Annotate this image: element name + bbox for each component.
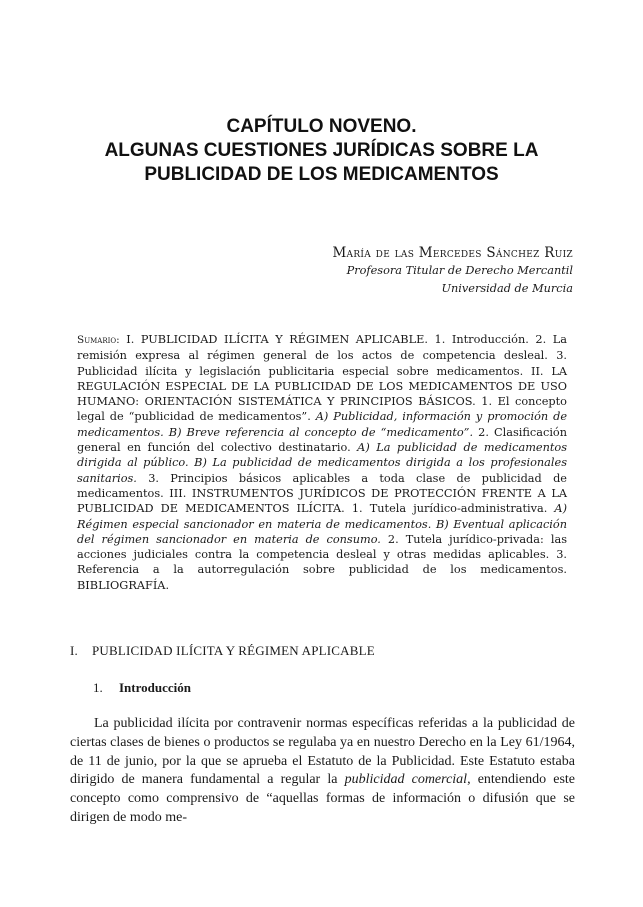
chapter-title (60, 115, 583, 187)
section-number: I. (70, 643, 78, 658)
body-text-italic: publicidad comercial (344, 772, 468, 788)
subsection-heading (93, 679, 191, 697)
chapter-title-line-3: PUBLICIDAD DE LOS MEDICAMENTOS (144, 164, 499, 185)
section-title: PUBLICIDAD ILÍCITA Y RÉGIMEN APLICABLE (92, 643, 375, 658)
body-text: La publicidad ilícita por contravenir normas específicas referidas a la publicidad de ciertas clases de bienes o productos se regulaba ya en nuestro Derecho en la Ley 61/1964, de 11 de junio, por la que se aprueba el Estatuto de la Publicidad. Este Estatuto estaba dirigido de manera fundamental a regular la (70, 716, 575, 788)
body-text: , entendiendo este concepto como comprensivo de “aquellas formas de información o difusión que se dirigen de modo me- (70, 772, 576, 825)
author-block (332, 244, 573, 298)
summary-text: I. PUBLICIDAD ILÍCITA Y RÉGIMEN APLICABLE. 1. Introducción. 2. La remisión expresa al régimen general de los actos de competencia desleal. 3. Publicidad ilícita y legislación publicitaria especial sobre medicamentos. II. LA REGULACIÓN ESPECIAL DE LA PUBLICIDAD DE LOS MEDICAMENTOS DE USO HUMANO: ORIENTACIÓN SISTEMÁTICA Y PRINCIPIOS BÁSICOS. 1. El concepto legal de “publicidad de medicamentos”. (77, 333, 568, 424)
summary-text: 2. Clasificación general en función del colectivo destinatario. (77, 425, 568, 455)
summary-text: 2. Tutela jurídico-privada: las acciones judiciales contra la competencia desleal y otras medidas aplicables. 3. Referencia a la autorregulación sobre publicidad de los medicamentos. BIBLIOGRAFÍA. (77, 532, 567, 592)
author-position: Profesora Titular de Derecho Mercantil (346, 264, 573, 277)
chapter-title-line-1: CAPÍTULO NOVENO. (226, 116, 417, 137)
subsection-number: 1. (93, 680, 103, 695)
body-paragraph (70, 715, 575, 828)
author-institution: Universidad de Murcia (441, 282, 573, 295)
summary-text-italic: A) La publicidad de medicamentos dirigida al público. B) La publicidad de medicamentos dirigida a los profesionales sanitarios. (77, 441, 567, 485)
summary-text-italic: A) Publicidad, información y promoción de medicamentos. B) Breve referencia al concepto de “medicamento”. (77, 410, 568, 439)
summary-text-italic: A) Régimen especial sancionador en materia de medicamentos. B) Eventual aplicación del régimen sancionador en materia de consumo. (77, 502, 567, 546)
subsection-title: Introducción (119, 680, 191, 695)
section-heading (70, 642, 375, 660)
summary-paragraph (77, 332, 567, 593)
summary-text: 3. Principios básicos aplicables a toda clase de publicidad de medicamentos. III. INSTRUMENTOS JURÍDICOS DE PROTECCIÓN FRENTE A LA PUBLICIDAD DE MEDICAMENTOS ILÍCITA. 1. Tutela jurídico-administrativa. (77, 471, 567, 516)
chapter-title-line-2: ALGUNAS CUESTIONES JURÍDICAS SOBRE LA (104, 140, 539, 161)
author-name: María de las Mercedes Sánchez Ruiz (332, 245, 573, 261)
summary-label: Sumario: (77, 334, 120, 346)
